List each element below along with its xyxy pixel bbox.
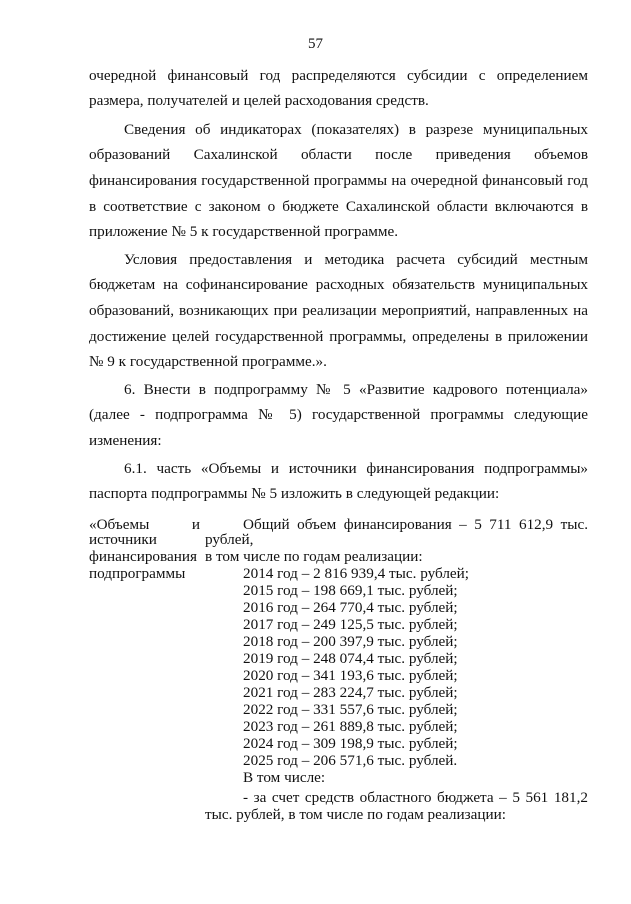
body-line: приложение № 5 к государственной программе. [89, 223, 398, 240]
body-line: в соответствие с законом о бюджете Сахалинской области включаются в [89, 198, 588, 215]
year-line: 2021 год – 283 224,7 тыс. рублей; [243, 684, 458, 701]
body-line: размера, получателей и целей расходования средств. [89, 92, 429, 109]
table-left-line: финансирования [89, 548, 197, 565]
body-line: (далее - подпрограмма № 5) государственной программы следующие [89, 406, 588, 423]
table-total-line: Общий объем финансирования – 5 711 612,9 тыс. [243, 516, 588, 533]
body-line: Сведения об индикаторах (показателях) в разрезе муниципальных [124, 121, 588, 138]
year-line: 2024 год – 309 198,9 тыс. рублей; [243, 735, 458, 752]
including-label: В том числе: [243, 769, 326, 786]
year-line: 2017 год – 249 125,5 тыс. рублей; [243, 616, 458, 633]
regional-budget-line: - за счет средств областного бюджета – 5 561 181,2 [243, 789, 588, 806]
year-line: 2014 год – 2 816 939,4 тыс. рублей; [243, 565, 470, 582]
year-line: 2018 год – 200 397,9 тыс. рублей; [243, 633, 458, 650]
body-line: № 9 к государственной программе.». [89, 353, 327, 370]
page-number: 57 [308, 36, 323, 52]
table-subheading: в том числе по годам реализации: [205, 548, 423, 565]
year-line: 2022 год – 331 557,6 тыс. рублей; [243, 701, 458, 718]
body-line: Условия предоставления и методика расчета субсидий местным [124, 251, 588, 268]
table-total-line: рублей, [205, 531, 254, 548]
year-line: 2025 год – 206 571,6 тыс. рублей. [243, 752, 458, 769]
body-line: бюджетам на софинансирование расходных обязательств муниципальных [89, 276, 588, 293]
year-line: 2019 год – 248 074,4 тыс. рублей; [243, 650, 458, 667]
body-line: очередной финансовый год распределяются субсидии с определением [89, 67, 588, 84]
regional-budget-line: тыс. рублей, в том числе по годам реализации: [205, 806, 506, 823]
year-line: 2016 год – 264 770,4 тыс. рублей; [243, 599, 458, 616]
body-line: финансирования государственной программы на очередной финансовый год [89, 172, 588, 189]
table-left-line: подпрограммы [89, 565, 186, 582]
year-line: 2023 год – 261 889,8 тыс. рублей; [243, 718, 458, 735]
body-line: достижение целей государственной программы, определены в приложении [89, 328, 588, 345]
year-line: 2020 год – 341 193,6 тыс. рублей; [243, 667, 458, 684]
body-line: образований Сахалинской области после приведения объемов [89, 146, 588, 163]
body-line: изменения: [89, 432, 162, 449]
table-left-line: «Объемы и [89, 516, 200, 533]
body-line: паспорта подпрограммы № 5 изложить в следующей редакции: [89, 485, 500, 502]
year-line: 2015 год – 198 669,1 тыс. рублей; [243, 582, 458, 599]
body-line: 6.1. часть «Объемы и источники финансирования подпрограммы» [124, 460, 588, 477]
table-left-line: источники [89, 531, 157, 548]
body-line: образований, возникающих при реализации мероприятий, направленных на [89, 302, 588, 319]
body-line: 6. Внести в подпрограмму № 5 «Развитие кадрового потенциала» [124, 381, 588, 398]
